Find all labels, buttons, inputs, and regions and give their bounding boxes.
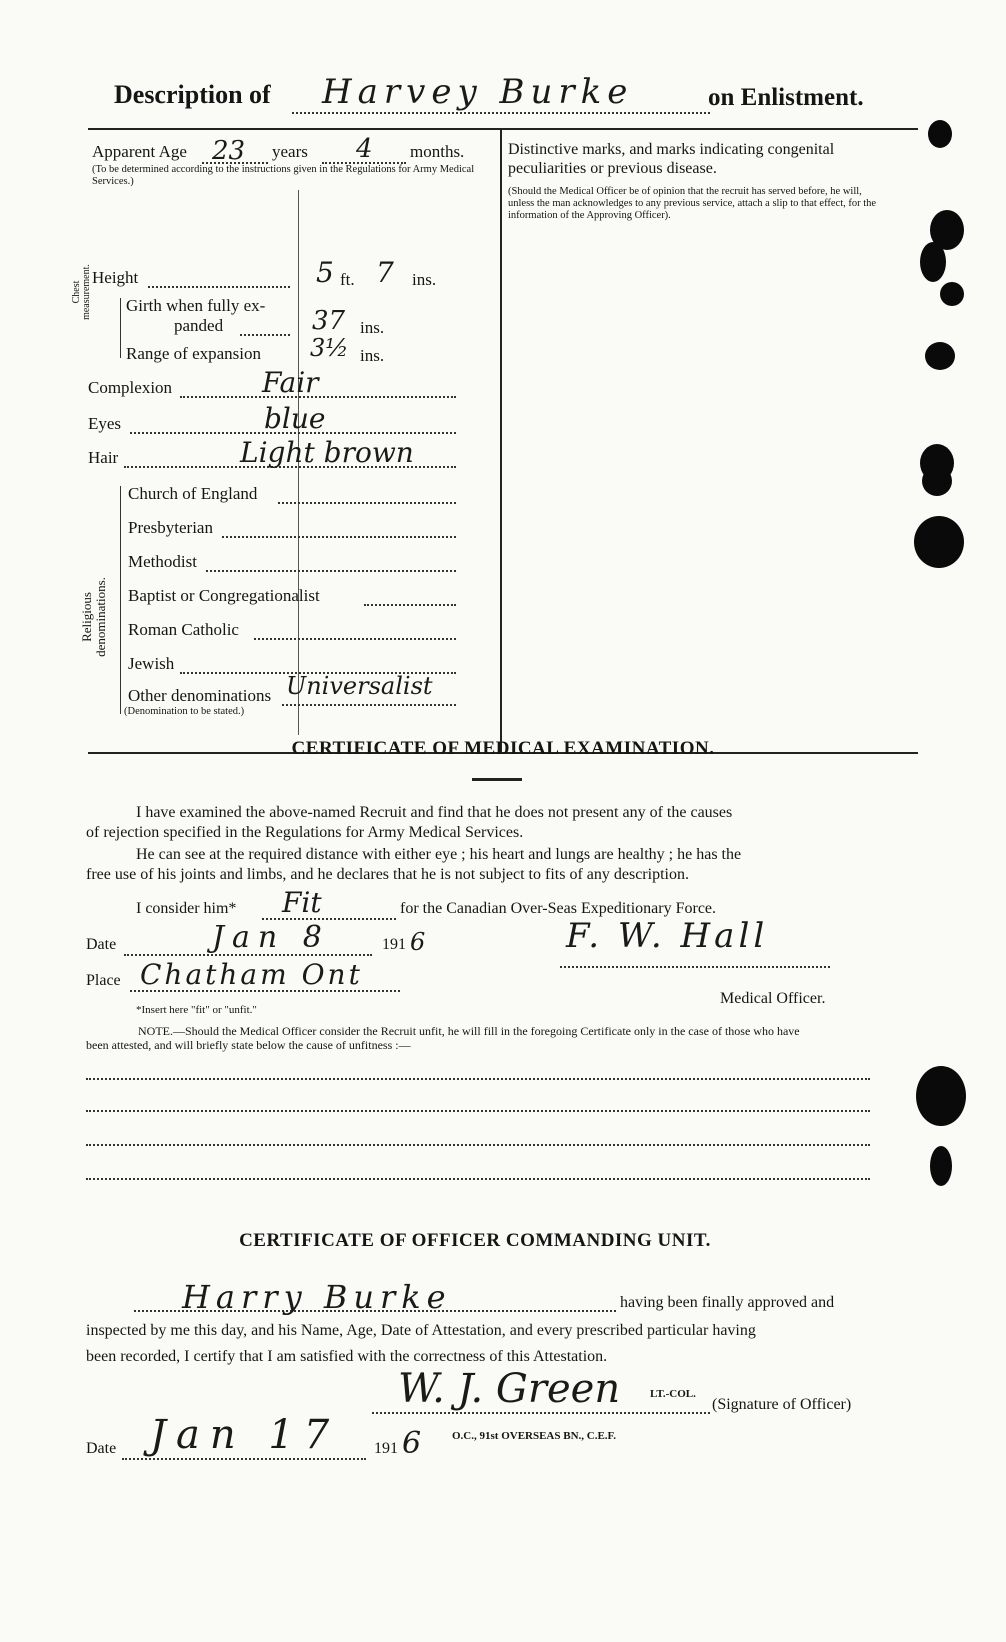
punch-hole <box>914 516 964 568</box>
ft-label: ft. <box>340 270 355 289</box>
religion-presbyterian: Presbyterian <box>128 518 213 537</box>
unfit-blank-line <box>86 1178 870 1180</box>
unfit-blank-line <box>86 1078 870 1080</box>
chest-label: Chest measurement. <box>71 264 92 320</box>
other-denominations-label: Other denominations <box>128 686 272 705</box>
commanding-year-printed: 191 <box>374 1440 398 1457</box>
religion-line <box>364 604 456 606</box>
frame-divider <box>500 128 502 752</box>
age-label: Apparent Age <box>92 142 187 161</box>
religion-line <box>222 536 456 538</box>
medical-heading-rule <box>472 778 522 781</box>
eyes-value: blue <box>264 402 326 435</box>
medical-para2-line2: free use of his joints and limbs, and he declares that he is not subject to fits of any description. <box>86 866 689 883</box>
years-label: years <box>272 142 308 161</box>
recruit-name: Harvey Burke <box>322 72 634 112</box>
medical-officer-label: Medical Officer. <box>720 990 826 1007</box>
age-note-text: (To be determined according to the instructions given in the Regulations for Army Medical Services.) <box>92 164 475 187</box>
height-label: Height <box>92 268 139 287</box>
religions-label: Religious denominations. <box>79 577 108 657</box>
distinctive-marks-label <box>508 140 880 178</box>
other-denominations-value: Universalist <box>286 672 433 700</box>
distinctive-marks-note <box>508 186 880 222</box>
girth-label-1: Girth when fully ex- <box>126 296 266 315</box>
punch-hole <box>925 342 955 370</box>
medical-year-printed: 191 <box>382 936 406 953</box>
signature-of-officer-label: (Signature of Officer) <box>712 1396 852 1413</box>
frame-top <box>88 128 918 130</box>
commanding-officer-signature: W. J. Green <box>398 1366 621 1412</box>
consider-label: I consider him* <box>136 900 237 917</box>
distinctive-marks-note-text: (Should the Medical Officer be of opinion that the recruit has served before, he will, unless the man acknowledges to any previous service, attach a slip to that effect, for the information of the Approving Officer). <box>508 186 877 221</box>
force-label-text: for the Canadian Over-Seas Expeditionary Force. <box>400 900 717 917</box>
rank-stamp: LT.-COL. <box>650 1388 696 1400</box>
age-years-value: 23 <box>212 136 246 166</box>
insert-note: *Insert here "fit" or "unfit." <box>136 1004 257 1016</box>
name-dotted-line <box>292 112 710 114</box>
unit-stamp: O.C., 91st OVERSEAS BN., C.E.F. <box>452 1430 617 1442</box>
girth-value: 37 <box>312 306 346 336</box>
complexion-label: Complexion <box>88 378 173 397</box>
complexion-value: Fair <box>262 366 319 399</box>
place-label: Place <box>86 972 121 989</box>
range-unit: ins. <box>360 346 385 365</box>
title-right: on Enlistment. <box>708 84 864 111</box>
ins-label: ins. <box>412 270 437 289</box>
punch-hole <box>930 1146 952 1186</box>
medical-officer-line <box>560 966 830 968</box>
medical-officer-signature: F. W. Hall <box>566 916 769 956</box>
consider-value: Fit <box>282 886 322 919</box>
religion-line <box>278 502 456 504</box>
medical-para2-line1: He can see at the required distance with either eye ; his heart and lungs are healthy ; he has the <box>136 846 742 863</box>
punch-hole <box>916 1066 966 1126</box>
unfit-blank-line <box>86 1144 870 1146</box>
girth-line <box>240 334 290 336</box>
medical-date-label: Date <box>86 936 117 953</box>
title-left: Description of <box>114 80 271 109</box>
commanding-year-digit: 6 <box>402 1426 422 1461</box>
punch-hole <box>920 242 946 282</box>
other-denominations-line <box>282 704 456 706</box>
commanding-date-value: Jan 17 <box>150 1412 340 1458</box>
girth-label-2: panded <box>174 316 224 335</box>
approved-label: having been finally approved and <box>620 1294 835 1311</box>
medical-heading: CERTIFICATE OF MEDICAL EXAMINATION. <box>291 738 715 759</box>
months-label: months. <box>410 142 465 161</box>
commanding-date-line <box>122 1458 366 1460</box>
commanding-signature-line <box>372 1412 710 1414</box>
girth-unit: ins. <box>360 318 385 337</box>
distinctive-marks-text: Distinctive marks, and marks indicating congenital peculiarities or previous disease. <box>508 141 835 177</box>
punch-hole <box>922 466 952 496</box>
age-note <box>92 164 482 188</box>
religion-roman-catholic: Roman Catholic <box>128 620 239 639</box>
medical-para1-line1: I have examined the above-named Recruit and find that he does not present any of the causes <box>136 804 733 821</box>
punch-hole <box>940 282 964 306</box>
unfit-note-line1: NOTE.—Should the Medical Officer consider the Recruit unfit, he will fill in the foregoing Certificate only in the case of those who have <box>138 1024 800 1038</box>
religion-baptist: Baptist or Congregationalist <box>128 586 320 605</box>
height-line <box>148 286 290 288</box>
religion-bracket <box>120 486 121 714</box>
hair-label: Hair <box>88 448 119 467</box>
punch-hole <box>928 120 952 148</box>
range-label: Range of expansion <box>126 344 262 363</box>
religion-methodist: Methodist <box>128 552 197 571</box>
unfit-note-line2: been attested, and will briefly state below the cause of unfitness :— <box>86 1038 411 1052</box>
commanding-heading: CERTIFICATE OF OFFICER COMMANDING UNIT. <box>239 1230 711 1251</box>
commanding-recruit-name: Harry Burke <box>182 1278 452 1316</box>
commanding-line2: inspected by me this day, and his Name, Age, Date of Attestation, and every prescribed particular having <box>86 1322 756 1339</box>
place-value: Chatham Ont <box>140 958 363 991</box>
religion-jewish: Jewish <box>128 654 175 673</box>
chest-bracket <box>120 298 121 358</box>
religion-line <box>206 570 456 572</box>
hair-value: Light brown <box>240 436 414 469</box>
height-ft-value: 5 <box>316 256 334 289</box>
range-value: 3½ <box>310 334 349 362</box>
unfit-blank-line <box>86 1110 870 1112</box>
medical-date-value: Jan 8 <box>212 920 330 955</box>
age-months-value: 4 <box>356 134 373 164</box>
commanding-date-label: Date <box>86 1440 117 1457</box>
medical-para1-line2: of rejection specified in the Regulations for Army Medical Services. <box>86 824 524 841</box>
medical-year-digit: 6 <box>410 928 426 956</box>
height-in-value: 7 <box>376 256 394 289</box>
eyes-label: Eyes <box>88 414 122 433</box>
other-denominations-note: (Denomination to be stated.) <box>124 706 245 717</box>
religion-church-of-england: Church of England <box>128 484 258 503</box>
religion-line <box>254 638 456 640</box>
commanding-line3: been recorded, I certify that I am satisfied with the correctness of this Attestation. <box>86 1348 608 1365</box>
